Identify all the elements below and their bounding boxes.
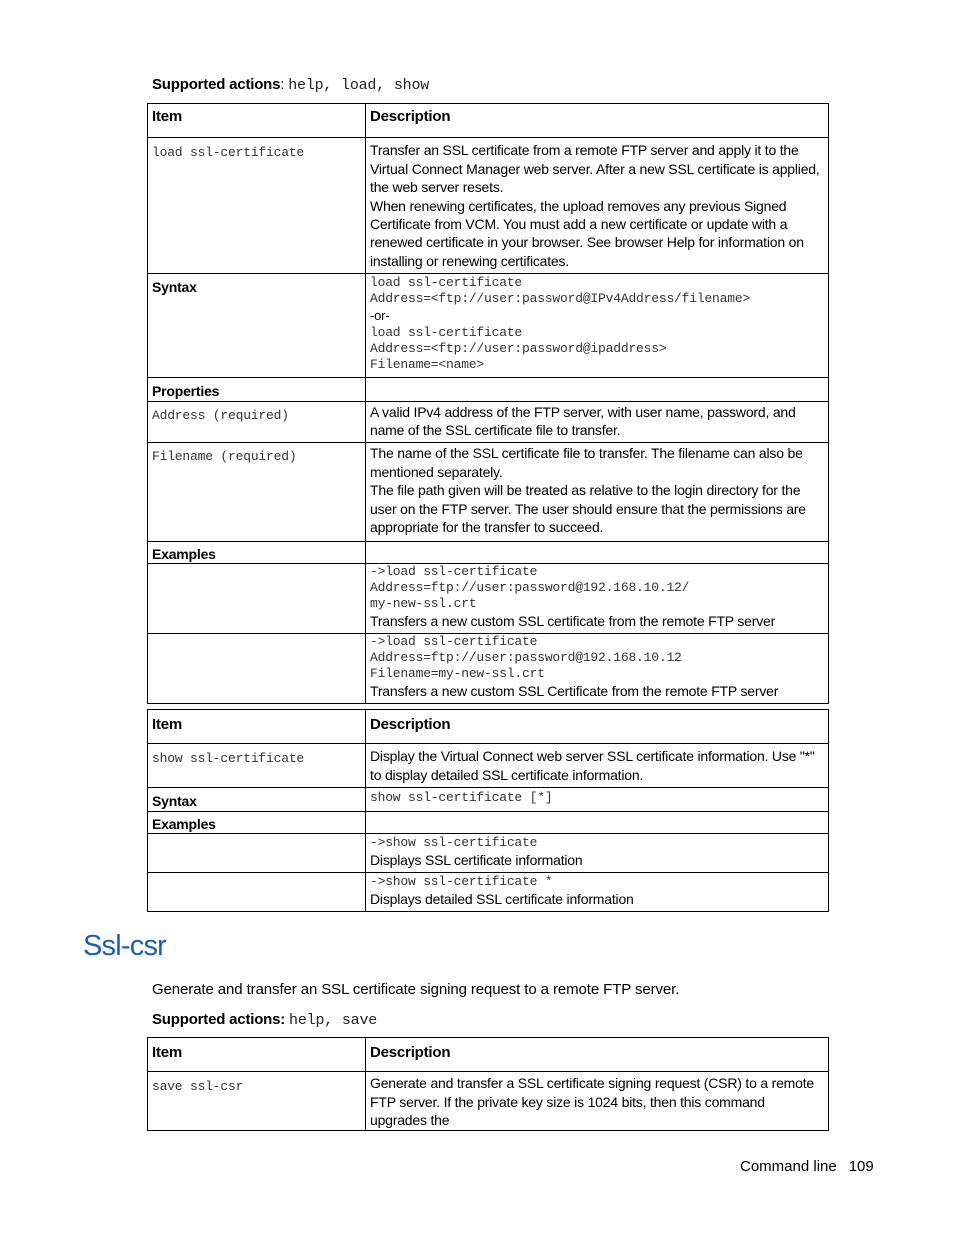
- examples-label: Examples: [148, 541, 366, 563]
- supported-actions-values: help, save: [289, 1012, 378, 1029]
- supported-actions-sep: :: [280, 76, 289, 93]
- table-row: [148, 634, 829, 703]
- column-header-description: Description: [366, 710, 829, 744]
- example-code-line: ->load ssl-certificate: [370, 634, 538, 650]
- table-row: [148, 138, 829, 274]
- example-code-line: ->load ssl-certificate: [370, 563, 538, 579]
- example-code-line: Filename=my-new-ssl.crt: [370, 666, 545, 682]
- table-row: [148, 563, 829, 633]
- table-header-row: [148, 1038, 829, 1072]
- page-number: 109: [848, 1158, 874, 1175]
- table-row: [148, 834, 829, 873]
- column-header-description: Description: [366, 1038, 829, 1072]
- table-header-row: [148, 710, 829, 744]
- property-description-p1: The name of the SSL certificate file to transfer. The filename can also be mentioned separately.: [370, 445, 803, 480]
- command-description-p1: Transfer an SSL certificate from a remote FTP server and apply it to the Virtual Connect Manager web server. After a new SSL certificate is applied, the web server resets.: [370, 142, 820, 196]
- column-header-item: Item: [148, 1038, 366, 1072]
- page-footer: [740, 1158, 874, 1175]
- command-description: Generate and transfer a SSL certificate signing request (CSR) to a remote FTP server. If the private key size is 1024 bits, then this command upgrades the: [370, 1075, 814, 1129]
- section-intro: Generate and transfer an SSL certificate signing request to a remote FTP server.: [152, 981, 680, 998]
- table-row: [148, 378, 829, 401]
- command-name: load ssl-certificate: [152, 145, 305, 161]
- column-header-item: Item: [148, 710, 366, 744]
- table-row: [148, 811, 829, 833]
- example-code-line: ->show ssl-certificate: [370, 835, 538, 851]
- example-description: Transfers a new custom SSL certificate from the remote FTP server: [370, 612, 776, 629]
- column-header-description: Description: [366, 104, 829, 138]
- properties-label: Properties: [148, 378, 366, 401]
- example-code-line: my-new-ssl.crt: [370, 595, 477, 611]
- examples-label: Examples: [148, 811, 366, 833]
- table-row: [148, 541, 829, 563]
- syntax-line: Address=<ftp://user:password@IPv4Address/filename>: [370, 291, 751, 307]
- syntax-line: Filename=<name>: [370, 357, 485, 373]
- syntax-line: load ssl-certificate: [370, 275, 523, 291]
- save-ssl-csr-table: [147, 1037, 829, 1131]
- supported-actions-values: help, load, show: [288, 77, 430, 94]
- example-description: Transfers a new custom SSL Certificate from the remote FTP server: [370, 683, 779, 700]
- syntax-label: Syntax: [148, 788, 366, 811]
- property-name: Filename (required): [152, 449, 297, 465]
- load-ssl-certificate-table: [147, 103, 829, 704]
- table-row: [148, 873, 829, 911]
- table-row: [148, 274, 829, 378]
- footer-section-name: Command line: [740, 1158, 837, 1175]
- command-name: save ssl-csr: [152, 1079, 244, 1095]
- table-row: [148, 788, 829, 811]
- property-name: Address (required): [152, 407, 289, 423]
- supported-actions-label: Supported actions:: [152, 1011, 286, 1028]
- example-code-line: ->show ssl-certificate *: [370, 874, 553, 890]
- syntax-line: load ssl-certificate: [370, 325, 523, 341]
- command-description-p2: When renewing certificates, the upload removes any previous Signed Certificate from VCM. You must add a new certificate or update with a renewed certificate in your browser. See browser Help for information on installing or renewing certificates.: [370, 197, 804, 269]
- table-row: [148, 443, 829, 541]
- table-row: [148, 1072, 829, 1130]
- table-row: [148, 744, 829, 788]
- syntax-or: -or-: [370, 308, 390, 324]
- example-description: Displays SSL certificate information: [370, 852, 583, 869]
- example-code-line: Address=ftp://user:password@192.168.10.12: [370, 650, 682, 666]
- column-header-item: Item: [148, 104, 366, 138]
- syntax-label: Syntax: [148, 274, 366, 378]
- example-code-line: Address=ftp://user:password@192.168.10.12/: [370, 579, 690, 595]
- property-description-p2: The file path given will be treated as relative to the login directory for the user on the FTP server. The user should ensure that the permissions are appropriate for the transfer to succeed.: [370, 482, 806, 536]
- table-header-row: [148, 104, 829, 138]
- supported-actions-label: Supported actions: [152, 76, 281, 93]
- show-ssl-certificate-table: [147, 709, 829, 912]
- property-description: A valid IPv4 address of the FTP server, with user name, password, and name of the SSL certificate file to transfer.: [370, 403, 796, 439]
- supported-actions-line: [152, 1011, 377, 1029]
- table-row: [148, 401, 829, 443]
- syntax-line: show ssl-certificate [*]: [370, 790, 553, 806]
- syntax-line: Address=<ftp://user:password@ipaddress>: [370, 341, 667, 357]
- command-description: Display the Virtual Connect web server SSL certificate information. Use "*" to display detailed SSL certificate information.: [370, 748, 815, 783]
- example-description: Displays detailed SSL certificate information: [370, 891, 634, 908]
- section-heading-ssl-csr: Ssl-csr: [83, 930, 167, 962]
- supported-actions-line: [152, 76, 429, 94]
- command-name: show ssl-certificate: [152, 751, 305, 767]
